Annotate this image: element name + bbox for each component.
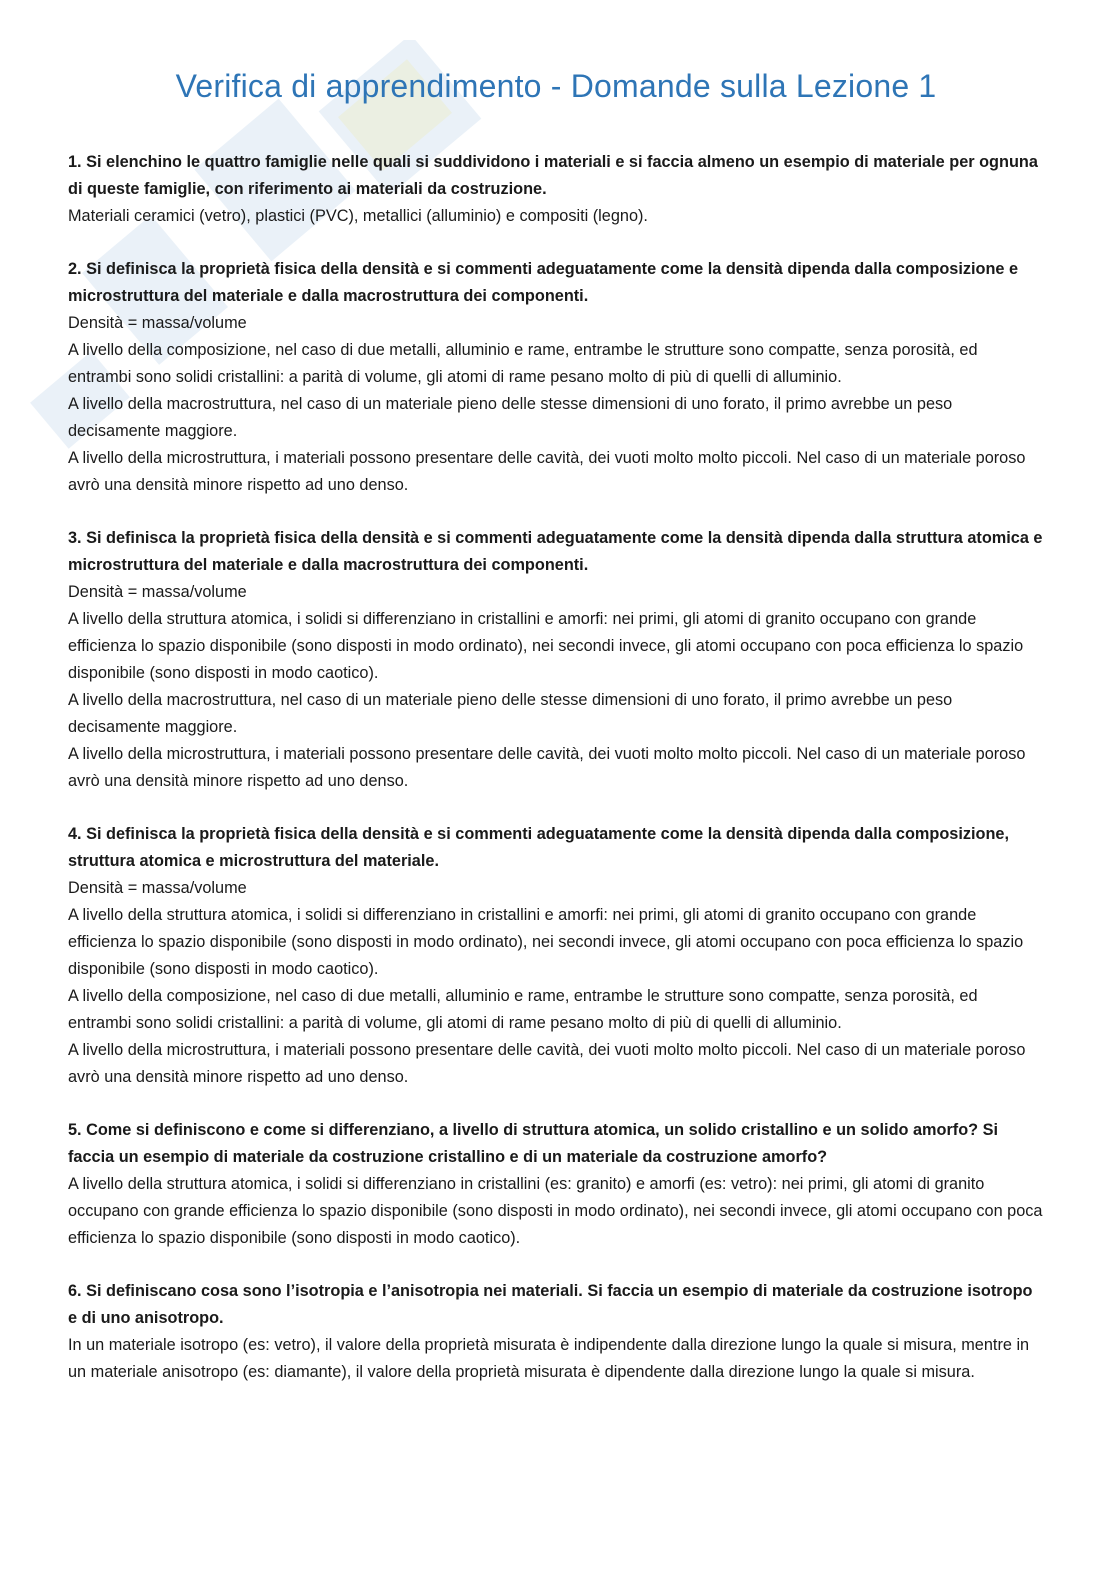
qa-item-4 — [68, 821, 1044, 1091]
answer-2-line-3: A livello della macrostruttura, nel caso di un materiale pieno delle stesse dimensioni di uno forato, il primo avrebbe un peso decisamente maggiore. — [68, 395, 953, 440]
answer-1-line-1: Materiali ceramici (vetro), plastici (PVC), metallici (alluminio) e compositi (legno). — [68, 207, 648, 225]
qa-item-2 — [68, 256, 1044, 499]
qa-item-5 — [68, 1117, 1044, 1252]
answer-2-line-2: A livello della composizione, nel caso di due metalli, alluminio e rame, entrambe le strutture sono compatte, senza porosità, ed entrambi sono solidi cristallini: a parità di volume, gli atomi di rame pesano molto di più di quelli di alluminio. — [68, 341, 978, 386]
question-1: 1. Si elenchino le quattro famiglie nelle quali si suddividono i materiali e si faccia almeno un esempio di materiale per ognuna di queste famiglie, con riferimento ai materiali da costruzione. — [68, 153, 1038, 198]
qa-item-3 — [68, 525, 1044, 795]
question-2: 2. Si definisca la proprietà fisica della densità e si commenti adeguatamente come la densità dipenda dalla composizione e microstruttura del materiale e dalla macrostruttura dei componenti. — [68, 260, 1019, 305]
answer-5-line-1: A livello della struttura atomica, i solidi si differenziano in cristallini (es: granito) e amorfi (es: vetro): nei primi, gli atomi di granito occupano con grande efficienza lo spazio disponibile (sono disposti in modo ordinato), nei secondi invece, gli atomi occupano con poca efficienza lo spazio disponibile (sono disposti in modo caotico). — [68, 1175, 1043, 1247]
page-title: Verifica di apprendimento - Domande sulla Lezione 1 — [175, 68, 937, 104]
question-3: 3. Si definisca la proprietà fisica della densità e si commenti adeguatamente come la densità dipenda dalla struttura atomica e microstruttura del materiale e dalla macrostruttura dei componenti. — [68, 529, 1043, 574]
answer-4-line-1: Densità = massa/volume — [68, 879, 247, 897]
answer-3-line-2: A livello della struttura atomica, i solidi si differenziano in cristallini e amorfi: nei primi, gli atomi di granito occupano con grande efficienza lo spazio disponibile (sono disposti in modo ordinato), nei secondi invece, gli atomi occupano con poca efficienza lo spazio disponibile (sono disposti in modo caotico). — [68, 610, 1024, 682]
answer-2-line-4: A livello della microstruttura, i materiali possono presentare delle cavità, dei vuoti molto molto piccoli. Nel caso di un materiale poroso avrò una densità minore rispetto ad uno denso. — [68, 449, 1026, 494]
answer-4-line-4: A livello della microstruttura, i materiali possono presentare delle cavità, dei vuoti molto molto piccoli. Nel caso di un materiale poroso avrò una densità minore rispetto ad uno denso. — [68, 1041, 1026, 1086]
question-4: 4. Si definisca la proprietà fisica della densità e si commenti adeguatamente come la densità dipenda dalla composizione, struttura atomica e microstruttura del materiale. — [68, 825, 1009, 870]
answer-4-line-2: A livello della struttura atomica, i solidi si differenziano in cristallini e amorfi: nei primi, gli atomi di granito occupano con grande efficienza lo spazio disponibile (sono disposti in modo ordinato), nei secondi invece, gli atomi occupano con poca efficienza lo spazio disponibile (sono disposti in modo caotico). — [68, 906, 1024, 978]
answer-3-line-3: A livello della macrostruttura, nel caso di un materiale pieno delle stesse dimensioni di uno forato, il primo avrebbe un peso decisamente maggiore. — [68, 691, 953, 736]
question-5: 5. Come si definiscono e come si differenziano, a livello di struttura atomica, un solido cristallino e un solido amorfo? Si faccia un esempio di materiale da costruzione cristallino e di un materiale da costruzione amorfo? — [68, 1121, 999, 1166]
qa-item-6 — [68, 1278, 1044, 1386]
answer-3-line-1: Densità = massa/volume — [68, 583, 247, 601]
answer-6-line-1: In un materiale isotropo (es: vetro), il valore della proprietà misurata è indipendente dalla direzione lungo la quale si misura, mentre in un materiale anisotropo (es: diamante), il valore della proprietà misurata è dipendente dalla direzione lungo la quale si misura. — [68, 1336, 1030, 1381]
answer-2-line-1: Densità = massa/volume — [68, 314, 247, 332]
question-6: 6. Si definiscano cosa sono l’isotropia e l’anisotropia nei materiali. Si faccia un esempio di materiale da costruzione isotropo e di uno anisotropo. — [68, 1282, 1033, 1327]
answer-3-line-4: A livello della microstruttura, i materiali possono presentare delle cavità, dei vuoti molto molto piccoli. Nel caso di un materiale poroso avrò una densità minore rispetto ad uno denso. — [68, 745, 1026, 790]
qa-item-1 — [68, 149, 1044, 230]
answer-4-line-3: A livello della composizione, nel caso di due metalli, alluminio e rame, entrambe le strutture sono compatte, senza porosità, ed entrambi sono solidi cristallini: a parità di volume, gli atomi di rame pesano molto di più di quelli di alluminio. — [68, 987, 978, 1032]
